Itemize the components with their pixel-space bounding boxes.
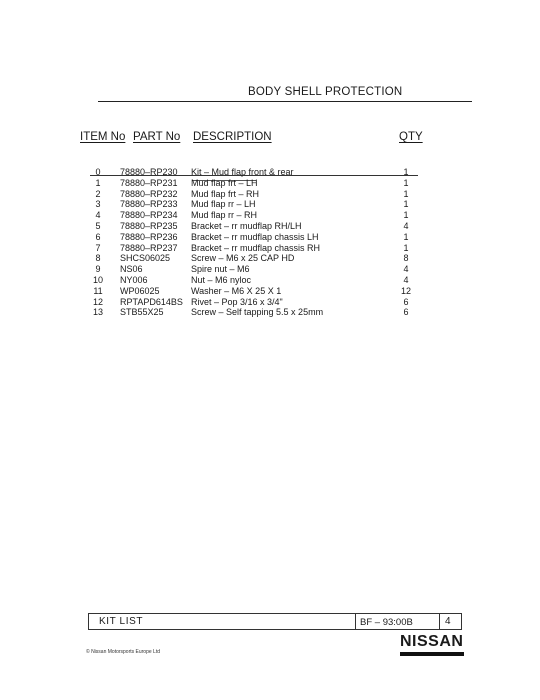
page-number: 4: [445, 616, 451, 627]
item-number: 5: [95, 220, 101, 231]
item-number: 12: [92, 296, 103, 307]
description: Rivet – Pop 3/16 x 3/4": [191, 296, 283, 307]
parts-table: [0, 167, 540, 318]
item-number: 10: [92, 274, 103, 285]
table-row: [0, 221, 540, 232]
quantity: 6: [403, 296, 409, 307]
item-number: 3: [95, 199, 101, 210]
description: Bracket – rr mudflap chassis LH: [191, 231, 319, 242]
part-number: SHCS06025: [120, 253, 171, 264]
part-number: 78880–RP231: [120, 177, 178, 188]
description: Washer – M6 X 25 X 1: [191, 285, 282, 296]
part-number: 78880–RP234: [120, 210, 178, 221]
description: Bracket – rr mudflap RH/LH: [191, 220, 302, 231]
quantity: 6: [403, 307, 409, 318]
part-number: NY006: [120, 274, 148, 285]
table-row: [0, 243, 540, 254]
quantity: 1: [403, 188, 409, 199]
quantity: 1: [403, 210, 409, 221]
item-number: 13: [92, 307, 103, 318]
description: Spire nut – M6: [191, 264, 250, 275]
description: Mud flap frt – LH: [191, 177, 258, 188]
part-number: WP06025: [120, 285, 160, 296]
table-row: [0, 189, 540, 200]
description: Nut – M6 nyloc: [191, 274, 252, 285]
section-title: BODY SHELL PROTECTION: [248, 86, 403, 98]
table-row: [0, 253, 540, 264]
item-number: 2: [95, 188, 101, 199]
kit-list-footer: [88, 613, 462, 630]
footer-divider: [439, 614, 440, 629]
item-number: 9: [95, 264, 101, 275]
table-row: [0, 264, 540, 275]
description: Mud flap frt – RH: [191, 188, 260, 199]
quantity: 1: [403, 231, 409, 242]
item-number: 4: [95, 210, 101, 221]
part-number: 78880–RP237: [120, 242, 178, 253]
item-number: 1: [95, 177, 101, 188]
quantity: 1: [403, 242, 409, 253]
part-number: 78880–RP236: [120, 231, 178, 242]
description: Mud flap rr – RH: [191, 210, 258, 221]
column-header-qty: QTY: [399, 131, 423, 143]
table-row: [0, 286, 540, 297]
kit-list-label: KIT LIST: [99, 616, 144, 627]
quantity: 4: [403, 220, 409, 231]
table-row: [0, 297, 540, 308]
table-row: [0, 210, 540, 221]
title-rule: [98, 101, 472, 102]
description: Mud flap rr – LH: [191, 199, 256, 210]
quantity: 4: [403, 264, 409, 275]
part-number: 78880–RP232: [120, 188, 178, 199]
item-number: 6: [95, 231, 101, 242]
table-row: [0, 178, 540, 189]
item-number: 8: [95, 253, 101, 264]
document-reference: BF – 93:00B: [360, 617, 413, 628]
item-number: 7: [95, 242, 101, 253]
part-number: NS06: [120, 264, 143, 275]
quantity: 8: [403, 253, 409, 264]
table-row: [0, 199, 540, 210]
nissan-logo: [400, 633, 464, 659]
description: Kit – Mud flap front & rear: [191, 167, 294, 177]
part-number: 78880–RP233: [120, 199, 178, 210]
table-row: [0, 167, 540, 178]
logo-bar: [400, 652, 464, 656]
quantity: 1: [403, 167, 409, 177]
part-number: 78880–RP230: [120, 167, 178, 177]
part-number: STB55X25: [120, 307, 164, 318]
table-row: [0, 275, 540, 286]
part-number: RPTAPD614BS: [120, 296, 183, 307]
logo-wordmark: NISSAN: [400, 633, 464, 650]
description: Screw – Self tapping 5.5 x 25mm: [191, 307, 324, 318]
item-number: 0: [95, 167, 101, 177]
column-header-item: ITEM No: [80, 131, 126, 143]
quantity: 1: [403, 177, 409, 188]
copyright-notice: © Nissan Motorsports Europe Ltd: [86, 649, 160, 655]
quantity: 4: [403, 274, 409, 285]
column-header-description: DESCRIPTION: [193, 131, 272, 143]
quantity: 1: [403, 199, 409, 210]
quantity: 12: [400, 285, 411, 296]
part-number: 78880–RP235: [120, 220, 178, 231]
description: Screw – M6 x 25 CAP HD: [191, 253, 295, 264]
table-row: [0, 307, 540, 318]
item-number: 11: [93, 285, 103, 296]
table-row: [0, 232, 540, 243]
column-header-part: PART No: [133, 131, 181, 143]
footer-divider: [355, 614, 356, 629]
description: Bracket – rr mudflap chassis RH: [191, 242, 321, 253]
